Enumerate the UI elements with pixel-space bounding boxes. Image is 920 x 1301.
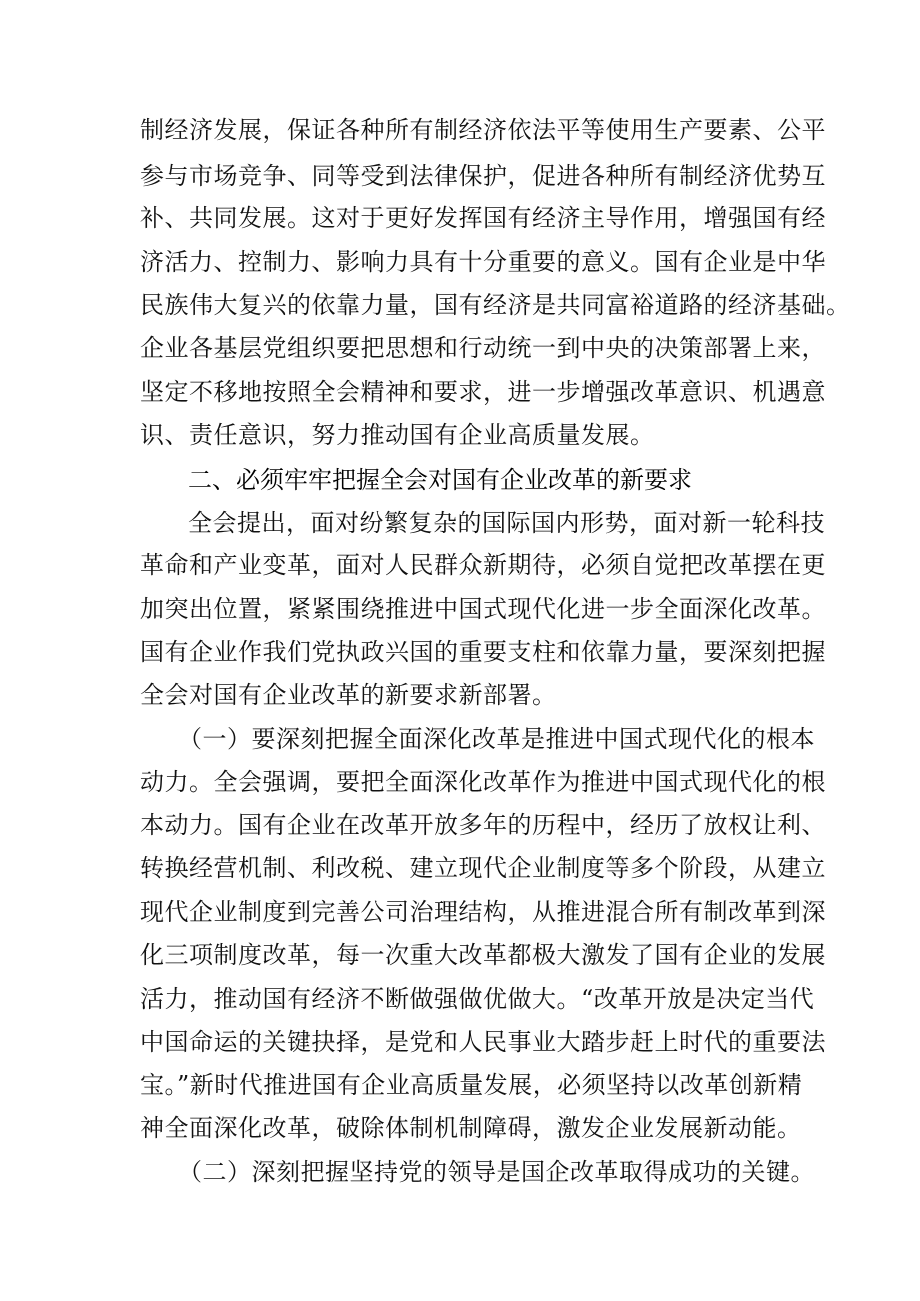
body-text-line: 企业各基层党组织要把思想和行动统一到中央的决策部署上来， — [140, 334, 826, 362]
body-text-line: 革命和产业变革，面对人民群众新期待，必须自觉把改革摆在更 — [140, 551, 826, 579]
body-text-line: 全会对国有企业改革的新要求新部署。 — [140, 681, 557, 709]
body-text-line: 神全面深化改革，破除体制机制障碍，激发企业发展新动能。 — [140, 1114, 802, 1142]
body-text-line: 参与市场竞争、同等受到法律保护，促进各种所有制经济优势互 — [140, 162, 826, 190]
body-text-line: 加突出位置，紧紧围绕推进中国式现代化进一步全面深化改革。 — [140, 595, 826, 623]
body-text-line: 现代企业制度到完善公司治理结构，从推进混合所有制改革到深 — [140, 898, 826, 926]
body-text-line: 识、责任意识，努力推动国有企业高质量发展。 — [140, 421, 655, 449]
body-text-line: 转换经营机制、利改税、建立现代企业制度等多个阶段，从建立 — [140, 854, 826, 882]
subsection-lead: （一）要深刻把握全面深化改革是推进中国式现代化的根本 — [178, 725, 815, 753]
body-text-line: 济活力、控制力、影响力具有十分重要的意义。国有企业是中华 — [140, 248, 826, 276]
body-text-line: 坚定不移地按照全会精神和要求，进一步增强改革意识、机遇意 — [140, 378, 826, 406]
body-text-line: 本动力。国有企业在改革开放多年的历程中，经历了放权让利、 — [140, 811, 826, 839]
subsection-lead: （二）深刻把握坚持党的领导是国企改革取得成功的关键。 — [178, 1158, 815, 1186]
body-text-line: 宝。”新时代推进国有企业高质量发展，必须坚持以改革创新精 — [140, 1071, 803, 1099]
body-text-line: 活力，推动国有经济不断做强做优做大。“改革开放是决定当代 — [140, 985, 815, 1013]
body-text-line: 中国命运的关键抉择，是党和人民事业大踏步赶上时代的重要法 — [140, 1028, 826, 1056]
body-text-line: 化三项制度改革，每一次重大改革都极大激发了国有企业的发展 — [140, 941, 826, 969]
body-text-line: 动力。全会强调，要把全面深化改革作为推进中国式现代化的根 — [140, 768, 826, 796]
body-text-line: 民族伟大复兴的依靠力量，国有经济是共同富裕道路的经济基础。 — [140, 291, 851, 319]
body-text-line: 全会提出，面对纷繁复杂的国际国内形势，面对新一轮科技 — [188, 509, 825, 537]
body-text-line: 补、共同发展。这对于更好发挥国有经济主导作用，增强国有经 — [140, 204, 826, 232]
body-text-line: 国有企业作我们党执政兴国的重要支柱和依靠力量，要深刻把握 — [140, 638, 826, 666]
body-text-line: 制经济发展，保证各种所有制经济依法平等使用生产要素、公平 — [140, 116, 826, 144]
section-heading: 二、必须牢牢把握全会对国有企业改革的新要求 — [188, 466, 692, 494]
